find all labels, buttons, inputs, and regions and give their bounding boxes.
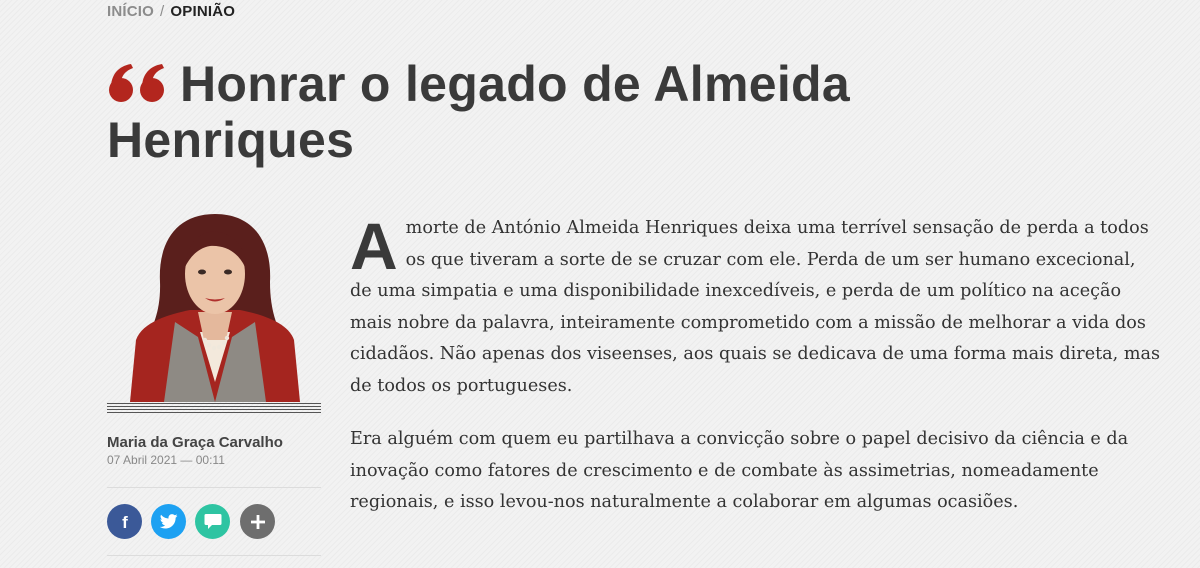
page-title xyxy=(107,56,1107,168)
divider xyxy=(107,487,321,488)
divider xyxy=(107,555,321,556)
paragraph-text: morte de António Almeida Henriques deixa uma terrível sensação de perda a todos os que tiveram a sorte de se cruzar com ele. Perda de um ser humano excecional, de uma simpatia e uma disponibilidade inexcedíveis, e perda de um político na aceção mais nobre da palavra, inteiramente comprometido com a missão de melhorar a vida dos cidadãos. Não apenas dos viseenses, aos quais se dedicava de uma forma mais direta, mas de todos os portugueses. xyxy=(350,218,1161,396)
article-paragraph: Era alguém com quem eu partilhava a convicção sobre o papel decisivo da ciência e da inovação como fatores de crescimento e de combate às assimetrias, nomeadamente regionais, e isso levou-nos naturalmente a colaborar em algumas ocasiões. xyxy=(350,429,1129,512)
breadcrumb-home-link[interactable]: INÍCIO xyxy=(107,3,155,20)
title-text: Honrar o legado de Almeida Henriques xyxy=(107,56,850,168)
quote-mark-icon xyxy=(107,64,167,104)
article-paragraph xyxy=(350,209,1162,402)
twitter-icon xyxy=(160,514,178,529)
twitter-share-button[interactable] xyxy=(151,504,186,539)
author-name[interactable]: Maria da Graça Carvalho xyxy=(107,434,283,451)
more-share-button[interactable] xyxy=(240,504,275,539)
svg-text:f: f xyxy=(121,512,128,531)
article-body xyxy=(350,209,1162,541)
plus-icon xyxy=(250,514,266,530)
comment-icon xyxy=(204,513,222,530)
author-photo xyxy=(130,212,300,402)
photo-divider xyxy=(107,403,321,413)
breadcrumb xyxy=(107,3,235,20)
comment-button[interactable] xyxy=(195,504,230,539)
drop-cap: A xyxy=(350,209,398,283)
facebook-share-button[interactable] xyxy=(107,504,142,539)
breadcrumb-opinion-link[interactable]: OPINIÃO xyxy=(170,3,236,20)
publish-date: 07 Abril 2021 — 00:11 xyxy=(107,453,225,467)
facebook-icon xyxy=(118,513,132,531)
breadcrumb-separator: / xyxy=(160,3,165,20)
